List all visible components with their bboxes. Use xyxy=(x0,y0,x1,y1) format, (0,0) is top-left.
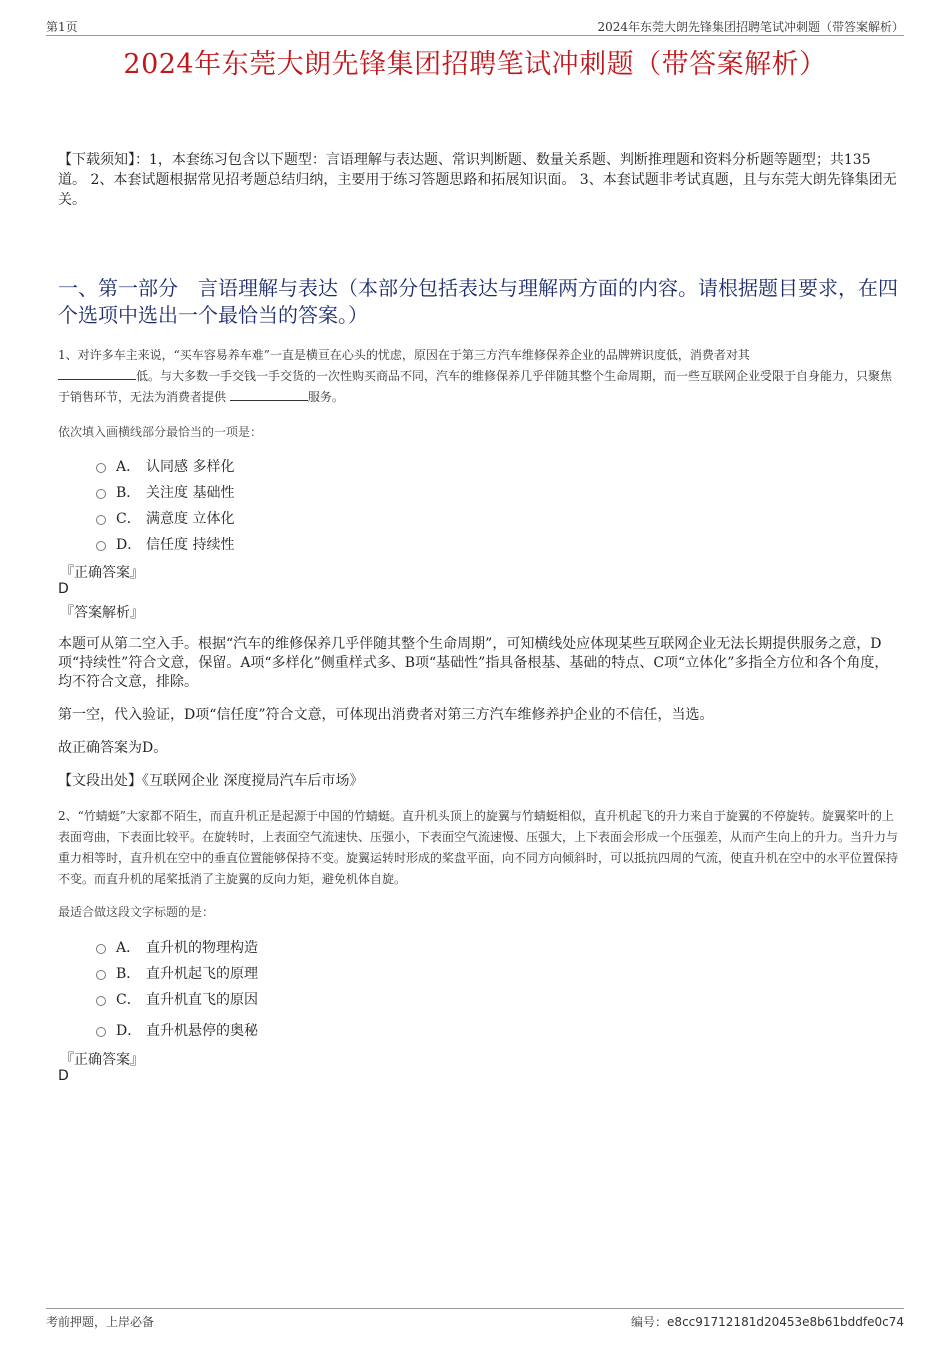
question-1-text-part-b: 低。与大多数一手交钱一手交货的一次性购买商品不同，汽车的维修保养几乎伴随其整个生命周期，而一些互联网企业受限于自身能力，只聚焦于销售环节，无法为消费者提供 xyxy=(58,369,893,404)
footer-divider xyxy=(46,1308,904,1309)
radio-icon[interactable] xyxy=(96,463,106,473)
question-1-option-d[interactable] xyxy=(96,534,234,554)
header-page-label: 第1页 xyxy=(46,20,78,34)
option-letter: C． xyxy=(116,511,141,527)
question-2-answer: D xyxy=(58,1068,69,1084)
option-letter: C． xyxy=(116,992,141,1008)
radio-icon[interactable] xyxy=(96,970,106,980)
question-1-text-part-a: 1、对许多车主来说，“买车容易养车难”一直是横亘在心头的忧虑，原因在于第三方汽车维修保养企业的品牌辨识度低，消费者对其 xyxy=(58,348,750,362)
header-divider xyxy=(46,35,904,36)
option-letter: D． xyxy=(116,537,142,553)
footer-code-label: 编号： xyxy=(631,1315,668,1329)
section-heading: 一、第一部分 言语理解与表达（本部分包括表达与理解两方面的内容。请根据题目要求，在四个选项中选出一个最恰当的答案。） xyxy=(58,276,898,327)
question-2-prompt: 最适合做这段文字标题的是： xyxy=(58,905,215,919)
blank-1 xyxy=(58,367,136,380)
option-text: 直升机直飞的原因 xyxy=(146,992,258,1008)
blank-2 xyxy=(230,388,308,401)
question-1-analysis-1: 本题可从第二空入手。根据“汽车的维修保养几乎伴随其整个生命周期”，可知横线处应体现某些互联网企业无法长期提供服务之意，D项“持续性”符合文意，保留。A项“多样化”侧重样式多、B项“基础性”指具备根基、基础的特点、C项“立体化”多指全方位和各个角度，均不符合文意，排除。 xyxy=(58,636,889,690)
option-text: 直升机悬停的奥秘 xyxy=(146,1023,258,1039)
radio-icon[interactable] xyxy=(96,944,106,954)
option-text: 直升机起飞的原理 xyxy=(146,966,258,982)
radio-icon[interactable] xyxy=(96,996,106,1006)
download-notice: 【下载须知】：1，本套练习包含以下题型：言语理解与表达题、常识判断题、数量关系题、判断推理题和资料分析题等题型；共135道。 2、本套试题根据常见招考题总结归纳，主要用于练习答题思路和拓展知识面。 3、本套试题非考试真题，且与东莞大朗先锋集团无关。 xyxy=(58,152,897,208)
option-letter: B． xyxy=(116,485,141,501)
question-1-answer: D xyxy=(58,581,69,597)
footer-code xyxy=(631,1313,904,1330)
header-doc-title: 2024年东莞大朗先锋集团招聘笔试冲刺题（带答案解析） xyxy=(597,20,904,34)
option-letter: A． xyxy=(116,940,141,956)
page-title: 2024年东莞大朗先锋集团招聘笔试冲刺题（带答案解析） xyxy=(123,49,827,80)
radio-icon[interactable] xyxy=(96,541,106,551)
question-1-answer-label: 『正确答案』 xyxy=(60,565,144,581)
question-1-analysis-3: 故正确答案为D。 xyxy=(58,740,168,756)
option-text: 直升机的物理构造 xyxy=(146,940,258,956)
footer-slogan: 考前押题，上岸必备 xyxy=(46,1315,155,1329)
option-text: 认同感 多样化 xyxy=(146,459,235,475)
question-2-option-a[interactable] xyxy=(96,937,258,957)
question-1-analysis-label: 『答案解析』 xyxy=(60,605,144,621)
option-text: 关注度 基础性 xyxy=(146,485,235,501)
question-2-option-b[interactable] xyxy=(96,963,258,983)
question-1-option-a[interactable] xyxy=(96,456,234,476)
radio-icon[interactable] xyxy=(96,515,106,525)
option-text: 信任度 持续性 xyxy=(146,537,235,553)
question-1-source: 【文段出处】《互联网企业 深度搅局汽车后市场》 xyxy=(58,773,364,789)
question-2-answer-label: 『正确答案』 xyxy=(60,1052,144,1068)
question-1-text-part-c: 服务。 xyxy=(307,390,344,404)
option-letter: D． xyxy=(116,1023,142,1039)
question-1-prompt: 依次填入画横线部分最恰当的一项是： xyxy=(58,425,263,439)
question-1-text xyxy=(58,345,898,408)
question-1-option-b[interactable] xyxy=(96,482,234,502)
option-letter: A． xyxy=(116,459,141,475)
footer-code-value: e8cc91712181d20453e8b61bddfe0c74 xyxy=(667,1315,904,1329)
question-2-option-d[interactable] xyxy=(96,1020,258,1040)
option-letter: B． xyxy=(116,966,141,982)
option-text: 满意度 立体化 xyxy=(146,511,235,527)
question-1-analysis-2: 第一空，代入验证，D项“信任度”符合文意，可体现出消费者对第三方汽车维修养护企业的不信任，当选。 xyxy=(58,707,714,723)
radio-icon[interactable] xyxy=(96,489,106,499)
question-1-option-c[interactable] xyxy=(96,508,234,528)
radio-icon[interactable] xyxy=(96,1027,106,1037)
question-2-option-c[interactable] xyxy=(96,989,258,1009)
question-2-text: 2、“竹蜻蜓”大家都不陌生，而直升机正是起源于中国的竹蜻蜓。直升机头顶上的旋翼与竹蜻蜓相似，直升机起飞的升力来自于旋翼的不停旋转。旋翼桨叶的上表面弯曲，下表面比较平。在旋转时，上表面空气流速快、压强小，下表面空气流速慢、压强大，上下表面会形成一个压强差，从而产生向上的升力。当升力与重力相等时，直升机在空中的垂直位置能够保持不变。旋翼运转时形成的桨盘平面，向不同方向倾斜时，可以抵抗四周的气流，使直升机在空中的水平位置保持不变。而直升机的尾桨抵消了主旋翼的反向力矩，避免机体自旋。 xyxy=(58,809,899,886)
